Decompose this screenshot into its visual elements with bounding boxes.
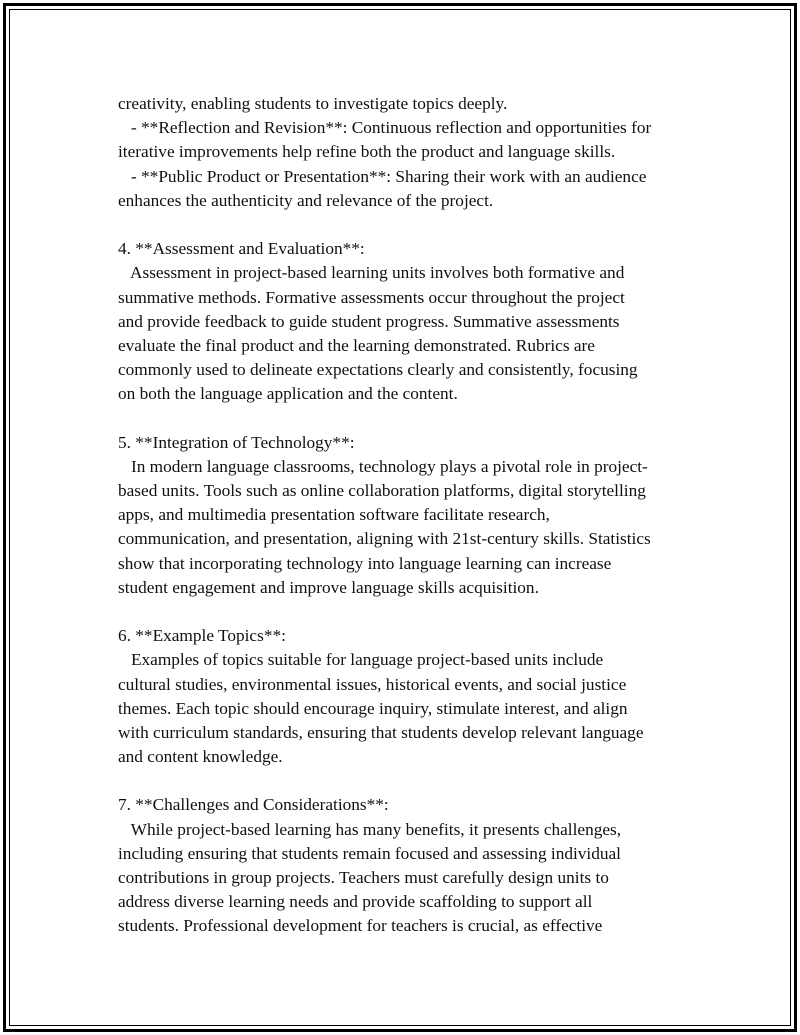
text-line: show that incorporating technology into language learning can increase (118, 553, 612, 573)
text-line: including ensuring that students remain focused and assessing individual (118, 843, 621, 863)
text-line: evaluate the final product and the learning demonstrated. Rubrics are (118, 335, 595, 355)
text-line: address diverse learning needs and provide scaffolding to support all (118, 892, 593, 912)
text-line: commonly used to delineate expectations clearly and consistently, focusing (118, 360, 638, 380)
paragraph-gap (118, 769, 698, 793)
section-heading: 6. **Example Topics**: (118, 626, 286, 646)
text-line: and provide feedback to guide student progress. Summative assessments (118, 311, 620, 331)
paragraph-gap (118, 213, 698, 237)
paragraph-gap (118, 600, 698, 624)
document-body (118, 92, 698, 939)
text-line: based units. Tools such as online collaboration platforms, digital storytelling (118, 481, 646, 500)
text-line: contributions in group projects. Teachers must carefully design units to (118, 868, 609, 887)
text-line: summative methods. Formative assessments occur throughout the project (118, 287, 625, 307)
text-line: Examples of topics suitable for language project-based units include (118, 650, 604, 670)
text-line: iterative improvements help refine both the product and language skills. (118, 142, 616, 162)
text-line: While project-based learning has many benefits, it presents challenges, (118, 819, 622, 839)
paragraph-gap (118, 406, 698, 430)
text-line: on both the language application and the content. (118, 384, 458, 404)
section-heading: 7. **Challenges and Considerations**: (118, 795, 389, 815)
section-heading: 5. **Integration of Technology**: (118, 432, 355, 452)
text-line: - **Public Product or Presentation**: Sharing their work with an audience (118, 166, 647, 186)
text-line: and content knowledge. (118, 747, 283, 767)
text-line: students. Professional development for teachers is crucial, as effective (118, 916, 603, 936)
text-line: student engagement and improve language skills acquisition. (118, 577, 539, 597)
text-line: enhances the authenticity and relevance of the project. (118, 190, 494, 210)
text-line: with curriculum standards, ensuring that students develop relevant language (118, 722, 644, 742)
text-line: creativity, enabling students to investigate topics deeply. (118, 94, 508, 113)
text-line: themes. Each topic should encourage inquiry, stimulate interest, and align (118, 698, 628, 718)
text-line: Assessment in project-based learning units involves both formative and (118, 263, 625, 283)
text-line: In modern language classrooms, technology plays a pivotal role in project- (118, 456, 648, 476)
text-line: - **Reflection and Revision**: Continuous reflection and opportunities for (118, 118, 652, 138)
text-line: apps, and multimedia presentation software facilitate research, (118, 505, 550, 525)
text-line: communication, and presentation, aligning with 21st-century skills. Statistics (118, 529, 651, 549)
section-heading: 4. **Assessment and Evaluation**: (118, 239, 365, 259)
text-line: cultural studies, environmental issues, historical events, and social justice (118, 674, 627, 694)
